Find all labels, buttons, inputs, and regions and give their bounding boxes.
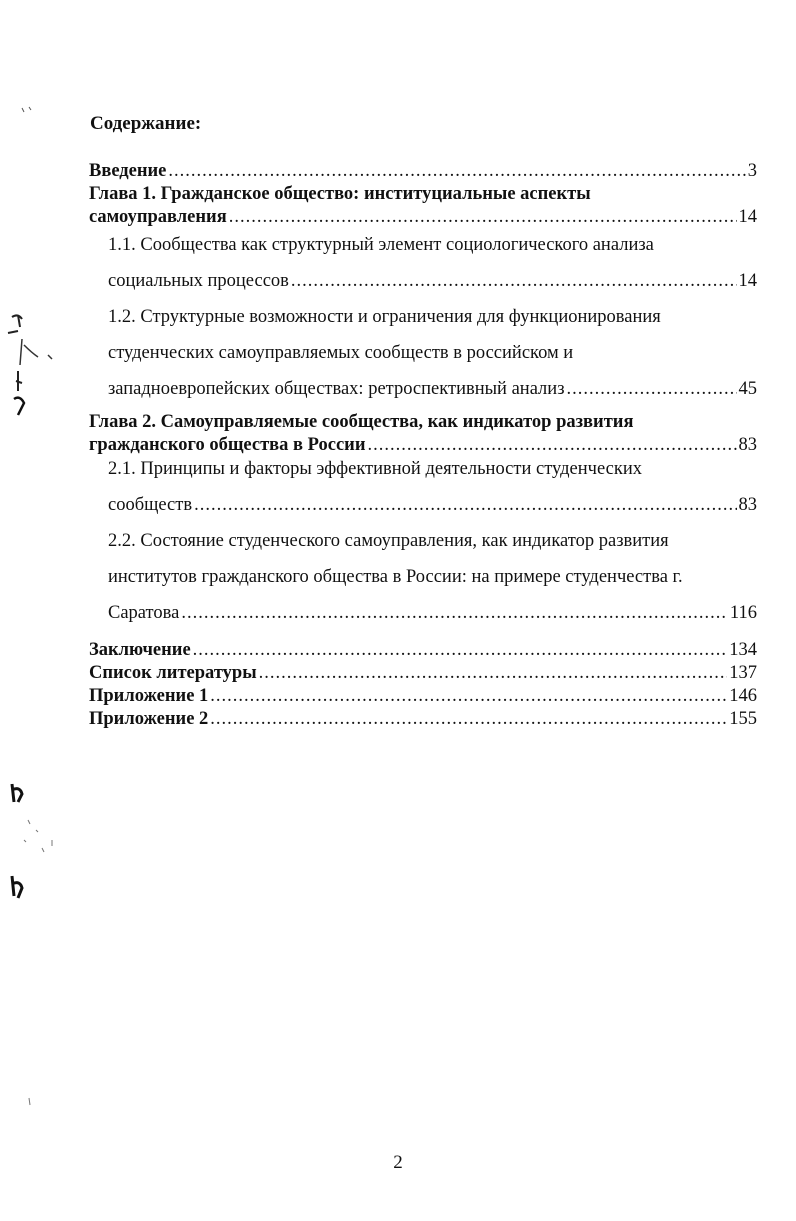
- toc-entry-label: Приложение 1: [89, 686, 209, 706]
- toc-entry-label-cont: социальных процессов: [108, 271, 289, 291]
- page-number: 2: [393, 1152, 403, 1173]
- toc-entry-label: Глава 2. Самоуправляемые сообщества, как индикатор развития: [89, 412, 634, 432]
- toc-page-number: 14: [738, 207, 757, 227]
- toc-entry-section-2-1[interactable]: [89, 451, 757, 523]
- toc-entry-label-cont: самоуправления: [89, 207, 227, 227]
- leader-dots: [194, 487, 736, 523]
- toc-entry-label: 1.2. Структурные возможности и ограничения для функционирования: [108, 307, 661, 327]
- toc-entry-appendix-2[interactable]: [89, 708, 757, 731]
- toc-entry-label: Приложение 2: [89, 709, 209, 729]
- toc-entry-conclusion[interactable]: [89, 639, 757, 662]
- leader-dots: [181, 595, 728, 631]
- toc-entry-appendix-1[interactable]: [89, 685, 757, 708]
- toc-page-number: 155: [729, 709, 757, 729]
- toc-entry-label-cont: гражданского общества в России: [89, 435, 366, 455]
- toc-page-number: 3: [747, 161, 757, 181]
- scan-mark-middle: [6, 780, 66, 910]
- toc-entry-label: 2.1. Принципы и факторы эффективной деятельности студенческих: [108, 459, 642, 479]
- toc-entry-label: Список литературы: [89, 663, 257, 683]
- leader-dots: [259, 662, 728, 685]
- leader-dots: [291, 263, 737, 299]
- table-of-contents: [89, 160, 757, 731]
- leader-dots: [210, 685, 727, 708]
- leader-dots: [229, 206, 737, 229]
- toc-page-number: 83: [738, 435, 757, 455]
- toc-page-number: 83: [738, 495, 757, 515]
- toc-entry-label-cont: студенческих самоуправляемых сообществ в российском и: [108, 343, 574, 363]
- toc-entry-section-1-2[interactable]: [89, 299, 757, 407]
- toc-entry-label: Глава 1. Гражданское общество: институциальные аспекты: [89, 184, 591, 204]
- toc-page-number: 116: [729, 603, 757, 623]
- toc-entry-label-cont: институтов гражданского общества в России: на примере студенчества г.: [108, 567, 683, 587]
- toc-entry-intro[interactable]: [89, 160, 757, 183]
- leader-dots: [168, 160, 745, 183]
- leader-dots: [193, 639, 728, 662]
- toc-title: Содержание:: [90, 113, 202, 134]
- leader-dots: [567, 371, 737, 407]
- toc-entry-references[interactable]: [89, 662, 757, 685]
- scan-mark-bottom: [26, 1096, 34, 1108]
- toc-entry-label-cont: Саратова: [108, 603, 180, 623]
- toc-page-number: 14: [738, 271, 757, 291]
- leader-dots: [210, 708, 727, 731]
- toc-entry-label: Заключение: [89, 640, 191, 660]
- toc-entry-section-1-1[interactable]: [89, 227, 757, 299]
- toc-entry-label-cont: западноевропейских обществах: ретроспективный анализ: [108, 379, 565, 399]
- toc-page-number: 134: [729, 640, 757, 660]
- toc-entry-label: 1.1. Сообщества как структурный элемент социологического анализа: [108, 235, 654, 255]
- toc-entry-label: 2.2. Состояние студенческого самоуправления, как индикатор развития: [108, 531, 669, 551]
- toc-entry-label: Введение: [89, 161, 167, 181]
- toc-page-number: 137: [729, 663, 757, 683]
- toc-page-number: 146: [729, 686, 757, 706]
- scan-mark-top: [20, 104, 36, 116]
- scan-mark-binding: [4, 305, 64, 425]
- toc-entry-section-2-2[interactable]: [89, 523, 757, 631]
- toc-page-number: 45: [738, 379, 757, 399]
- toc-entry-chapter-1[interactable]: [89, 183, 757, 229]
- toc-entry-label-cont: сообществ: [108, 495, 193, 515]
